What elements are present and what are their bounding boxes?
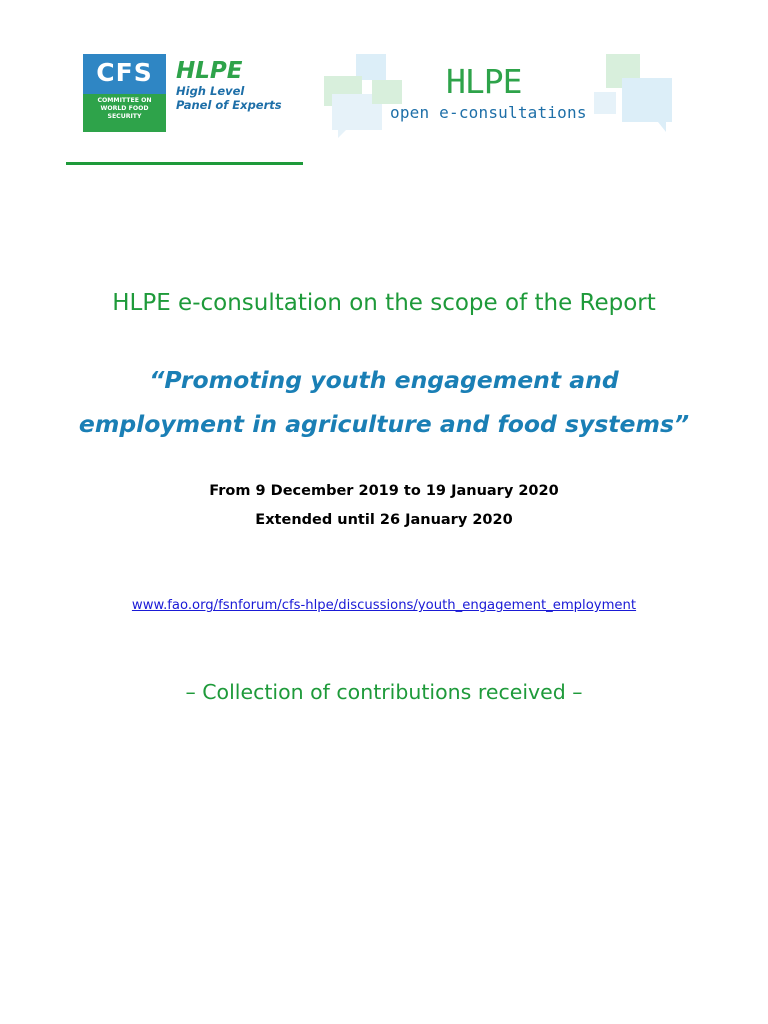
cfs-logo	[83, 54, 166, 132]
consultation-dates	[0, 477, 768, 535]
hlpe-acronym: HLPE	[176, 58, 243, 84]
hlpe-brand	[176, 58, 282, 112]
header-divider	[66, 162, 303, 165]
report-title-line-2: employment in agriculture and food systems”	[78, 410, 690, 438]
cfs-logo-subtitle	[83, 97, 166, 120]
speech-bubble-shape	[622, 78, 672, 122]
cfs-subtitle-line: WORLD FOOD	[100, 104, 149, 112]
consultation-logo-subtitle: open e-consultations	[390, 103, 587, 122]
consultation-logo-title: HLPE	[446, 62, 522, 101]
extension-date: Extended until 26 January 2020	[255, 512, 513, 528]
discussion-link[interactable]: www.fao.org/fsnforum/cfs-hlpe/discussions/youth_engagement_employment	[131, 598, 637, 613]
collection-note: – Collection of contributions received –	[185, 680, 583, 704]
speech-bubble-shape	[594, 92, 616, 114]
cfs-acronym: CFS	[96, 58, 153, 87]
url-line	[0, 598, 768, 613]
speech-bubble-tail	[338, 130, 346, 138]
speech-bubble-shape	[372, 80, 402, 104]
report-title-line-1: “Promoting youth engagement and	[149, 366, 619, 394]
date-range: From 9 December 2019 to 19 January 2020	[209, 483, 559, 499]
document-heading: HLPE e-consultation on the scope of the Report	[112, 290, 656, 316]
speech-bubble-tail	[658, 122, 666, 132]
hlpe-line-2: Panel of Experts	[176, 98, 282, 112]
cfs-subtitle-line: COMMITTEE ON	[97, 97, 152, 104]
cfs-subtitle-line: SECURITY	[107, 112, 142, 120]
report-title	[0, 358, 768, 446]
hlpe-line-1: High Level	[176, 84, 245, 98]
